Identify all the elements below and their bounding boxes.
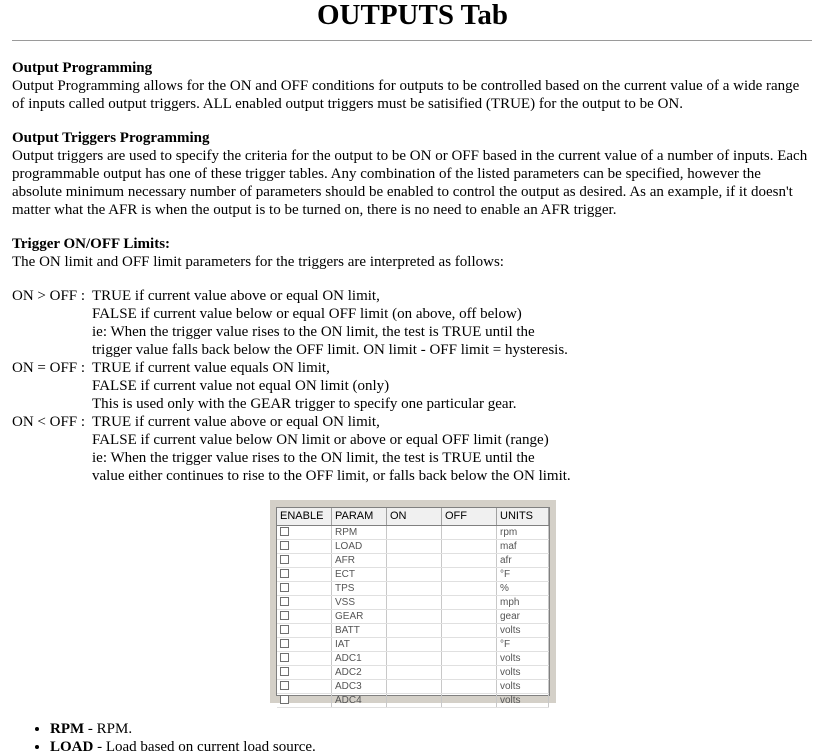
off-limit-cell[interactable]	[442, 582, 497, 595]
limit-case-line: FALSE if current value below ON limit or above or equal OFF limit (range)	[92, 432, 549, 448]
on-limit-cell[interactable]	[387, 666, 442, 679]
table-row	[277, 680, 549, 694]
on-limit-cell[interactable]	[387, 652, 442, 665]
definition-desc: - RPM.	[84, 721, 133, 737]
output-programming-section	[12, 59, 812, 113]
on-limit-cell[interactable]	[387, 568, 442, 581]
enable-checkbox[interactable]	[280, 625, 289, 634]
units-cell: volts	[497, 624, 549, 637]
units-cell: maf	[497, 540, 549, 553]
param-cell: VSS	[332, 596, 387, 609]
limit-case-line: ie: When the trigger value rises to the ON limit, the test is TRUE until the	[92, 450, 535, 466]
definition-term: LOAD	[50, 739, 94, 755]
table-row	[277, 666, 549, 680]
enable-checkbox[interactable]	[280, 611, 289, 620]
param-cell: TPS	[332, 582, 387, 595]
on-limit-cell[interactable]	[387, 680, 442, 693]
col-header-enable[interactable]: ENABLE	[277, 508, 332, 525]
on-limit-cell[interactable]	[387, 554, 442, 567]
units-cell: gear	[497, 610, 549, 623]
limit-case	[12, 413, 812, 431]
output-programming-text: Output Programming allows for the ON and OFF conditions for outputs to be controlled based on the current value of a wide range of inputs called output triggers. ALL enabled output triggers must be satisified (TRUE) for the output to be ON.	[12, 78, 800, 112]
enable-checkbox[interactable]	[280, 597, 289, 606]
enable-cell	[277, 680, 332, 693]
param-cell: IAT	[332, 638, 387, 651]
table-row	[277, 568, 549, 582]
limit-case-line: FALSE if current value not equal ON limit (only)	[92, 378, 390, 394]
off-limit-cell[interactable]	[442, 596, 497, 609]
enable-cell	[277, 568, 332, 581]
units-cell: volts	[497, 680, 549, 693]
enable-cell	[277, 652, 332, 665]
off-limit-cell[interactable]	[442, 666, 497, 679]
trigger-limits-heading: Trigger ON/OFF Limits:	[12, 236, 171, 252]
table-row	[277, 582, 549, 596]
limit-case-first-line: TRUE if current value above or equal ON limit,	[92, 288, 380, 304]
enable-cell	[277, 638, 332, 651]
enable-cell	[277, 554, 332, 567]
off-limit-cell[interactable]	[442, 568, 497, 581]
off-limit-cell[interactable]	[442, 638, 497, 651]
table-row	[277, 638, 549, 652]
col-header-units[interactable]: UNITS	[497, 508, 549, 525]
enable-cell	[277, 694, 332, 707]
param-cell: ECT	[332, 568, 387, 581]
units-cell: volts	[497, 652, 549, 665]
on-limit-cell[interactable]	[387, 624, 442, 637]
param-cell: LOAD	[332, 540, 387, 553]
limit-case	[12, 287, 812, 305]
limit-case-line: This is used only with the GEAR trigger to specify one particular gear.	[92, 396, 517, 412]
on-limit-cell[interactable]	[387, 540, 442, 553]
units-cell: afr	[497, 554, 549, 567]
limit-case-line: value either continues to rise to the OFF limit, or falls back below the ON limit.	[92, 468, 571, 484]
on-limit-cell[interactable]	[387, 610, 442, 623]
off-limit-cell[interactable]	[442, 610, 497, 623]
param-cell: ADC2	[332, 666, 387, 679]
limit-case-key: ON < OFF :	[12, 414, 86, 430]
definition-item	[50, 720, 316, 738]
enable-cell	[277, 666, 332, 679]
on-limit-cell[interactable]	[387, 596, 442, 609]
param-cell: ADC3	[332, 680, 387, 693]
units-cell: volts	[497, 694, 549, 707]
col-header-off[interactable]: OFF	[442, 508, 497, 525]
trigger-limit-cases	[12, 287, 812, 485]
trigger-table-panel	[270, 500, 556, 706]
off-limit-cell[interactable]	[442, 680, 497, 693]
on-limit-cell[interactable]	[387, 694, 442, 707]
off-limit-cell[interactable]	[442, 526, 497, 539]
page-title: OUTPUTS Tab	[316, 0, 508, 31]
param-cell: AFR	[332, 554, 387, 567]
param-cell: ADC1	[332, 652, 387, 665]
off-limit-cell[interactable]	[442, 554, 497, 567]
table-row	[277, 540, 549, 554]
enable-checkbox[interactable]	[280, 681, 289, 690]
enable-cell	[277, 540, 332, 553]
definition-item	[50, 738, 316, 756]
off-limit-cell[interactable]	[442, 652, 497, 665]
param-cell: ADC4	[332, 694, 387, 707]
on-limit-cell[interactable]	[387, 526, 442, 539]
table-row	[277, 596, 549, 610]
definition-desc: - Load based on current load source.	[93, 739, 316, 755]
trigger-limits-section	[12, 235, 812, 271]
off-limit-cell[interactable]	[442, 540, 497, 553]
limit-case-line: ie: When the trigger value rises to the ON limit, the test is TRUE until the	[92, 324, 535, 340]
output-triggers-heading: Output Triggers Programming	[12, 130, 210, 146]
enable-checkbox[interactable]	[280, 667, 289, 676]
param-cell: GEAR	[332, 610, 387, 623]
units-cell: volts	[497, 666, 549, 679]
limit-case-line: FALSE if current value below or equal OFF limit (on above, off below)	[92, 306, 522, 322]
param-cell: BATT	[332, 624, 387, 637]
units-cell: °F	[497, 638, 549, 651]
enable-checkbox[interactable]	[280, 653, 289, 662]
limit-case-key: ON = OFF :	[12, 360, 86, 376]
table-row	[277, 694, 549, 708]
enable-cell	[277, 582, 332, 595]
trigger-table-header	[277, 508, 549, 526]
units-cell: rpm	[497, 526, 549, 539]
units-cell: °F	[497, 568, 549, 581]
output-triggers-text: Output triggers are used to specify the criteria for the output to be ON or OFF based in the current value of a number of inputs. Each programmable output has one of these trigger tables. Any combination of the listed parameters can be specified, however the absolute minimum necessary number of parameters should be enabled to control the output as desired. As an example, if it doesn't matter what the AFR is when the output is to be turned on, there is no need to enable an AFR trigger.	[12, 148, 808, 218]
limit-case-first-line: TRUE if current value above or equal ON limit,	[92, 414, 380, 430]
output-programming-heading: Output Programming	[12, 60, 153, 76]
on-limit-cell[interactable]	[387, 638, 442, 651]
trigger-table	[276, 507, 550, 706]
param-cell: RPM	[332, 526, 387, 539]
enable-cell	[277, 610, 332, 623]
limit-case-line: trigger value falls back below the OFF limit. ON limit - OFF limit = hysteresis.	[92, 342, 568, 358]
enable-cell	[277, 526, 332, 539]
enable-checkbox[interactable]	[280, 569, 289, 578]
table-row	[277, 652, 549, 666]
output-triggers-section	[12, 129, 812, 219]
limit-case-first-line: TRUE if current value equals ON limit,	[92, 360, 330, 376]
definitions-list	[12, 720, 316, 756]
units-cell: mph	[497, 596, 549, 609]
units-cell: %	[497, 582, 549, 595]
table-row	[277, 554, 549, 568]
enable-checkbox[interactable]	[280, 541, 289, 550]
enable-cell	[277, 596, 332, 609]
enable-checkbox[interactable]	[280, 583, 289, 592]
trigger-limits-intro: The ON limit and OFF limit parameters for the triggers are interpreted as follows:	[12, 254, 504, 270]
limit-case-key: ON > OFF :	[12, 288, 86, 304]
definition-term: RPM	[50, 721, 85, 737]
on-limit-cell[interactable]	[387, 582, 442, 595]
limit-case	[12, 359, 812, 377]
enable-checkbox[interactable]	[280, 555, 289, 564]
enable-checkbox[interactable]	[280, 695, 289, 704]
table-row	[277, 624, 549, 638]
table-row	[277, 610, 549, 624]
enable-checkbox[interactable]	[280, 527, 289, 536]
off-limit-cell[interactable]	[442, 694, 497, 707]
col-header-param[interactable]: PARAM	[332, 508, 387, 525]
col-header-on[interactable]: ON	[387, 508, 442, 525]
title-divider	[12, 40, 812, 41]
enable-checkbox[interactable]	[280, 639, 289, 648]
off-limit-cell[interactable]	[442, 624, 497, 637]
enable-cell	[277, 624, 332, 637]
table-row	[277, 526, 549, 540]
